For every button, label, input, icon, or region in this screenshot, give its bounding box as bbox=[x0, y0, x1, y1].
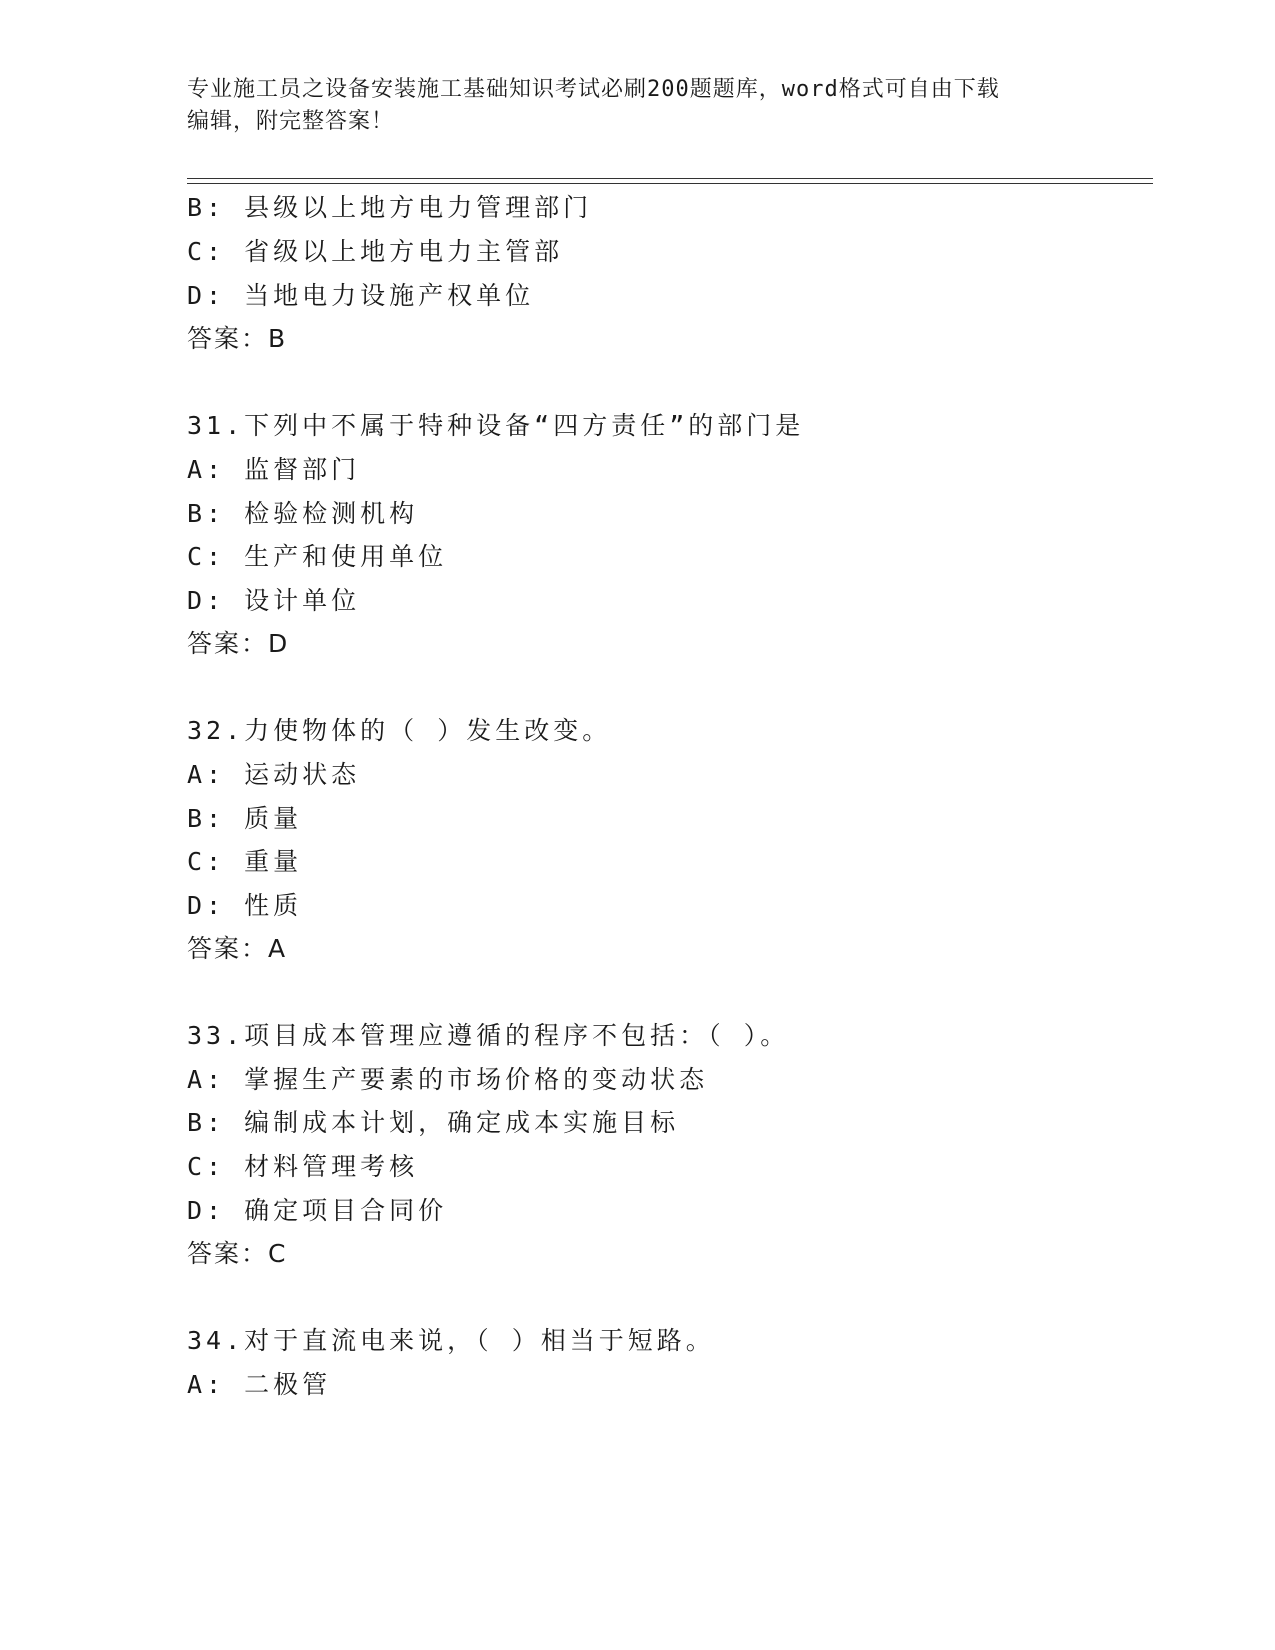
question-31: 31.下列中不属于特种设备“四方责任”的部门是 bbox=[187, 411, 805, 440]
question-34: 34.对于直流电来说，（ ）相当于短路。 bbox=[187, 1326, 715, 1355]
option-c: C: 重量 bbox=[187, 847, 303, 876]
document-header bbox=[187, 74, 1087, 138]
answer: 答案：A bbox=[187, 934, 288, 963]
option-d: D: 确定项目合同价 bbox=[187, 1196, 448, 1225]
option-d: D: 设计单位 bbox=[187, 586, 361, 615]
option-d: D: 当地电力设施产权单位 bbox=[187, 281, 535, 310]
answer: 答案：C bbox=[187, 1239, 288, 1268]
option-a: A: 运动状态 bbox=[187, 760, 361, 789]
header-divider-bottom bbox=[187, 183, 1153, 184]
option-c: C: 生产和使用单位 bbox=[187, 542, 448, 571]
header-line-1: 专业施工员之设备安装施工基础知识考试必刷200题题库，word格式可自由下载 bbox=[187, 77, 1000, 102]
option-d: D: 性质 bbox=[187, 891, 303, 920]
option-c: C: 材料管理考核 bbox=[187, 1152, 419, 1181]
option-b: B: 编制成本计划，确定成本实施目标 bbox=[187, 1108, 680, 1137]
option-b: B: 县级以上地方电力管理部门 bbox=[187, 193, 593, 222]
option-a: A: 二极管 bbox=[187, 1370, 332, 1399]
answer: 答案：D bbox=[187, 629, 290, 658]
header-divider-top bbox=[187, 178, 1153, 179]
option-a: A: 掌握生产要素的市场价格的变动状态 bbox=[187, 1065, 709, 1094]
option-c: C: 省级以上地方电力主管部 bbox=[187, 237, 564, 266]
question-33: 33.项目成本管理应遵循的程序不包括：（ ）。 bbox=[187, 1021, 790, 1050]
question-32: 32.力使物体的（ ）发生改变。 bbox=[187, 716, 612, 745]
answer: 答案：B bbox=[187, 324, 288, 353]
header-line-2: 编辑，附完整答案！ bbox=[187, 109, 395, 134]
option-a: A: 监督部门 bbox=[187, 455, 361, 484]
option-b: B: 检验检测机构 bbox=[187, 499, 419, 528]
option-b: B: 质量 bbox=[187, 804, 303, 833]
